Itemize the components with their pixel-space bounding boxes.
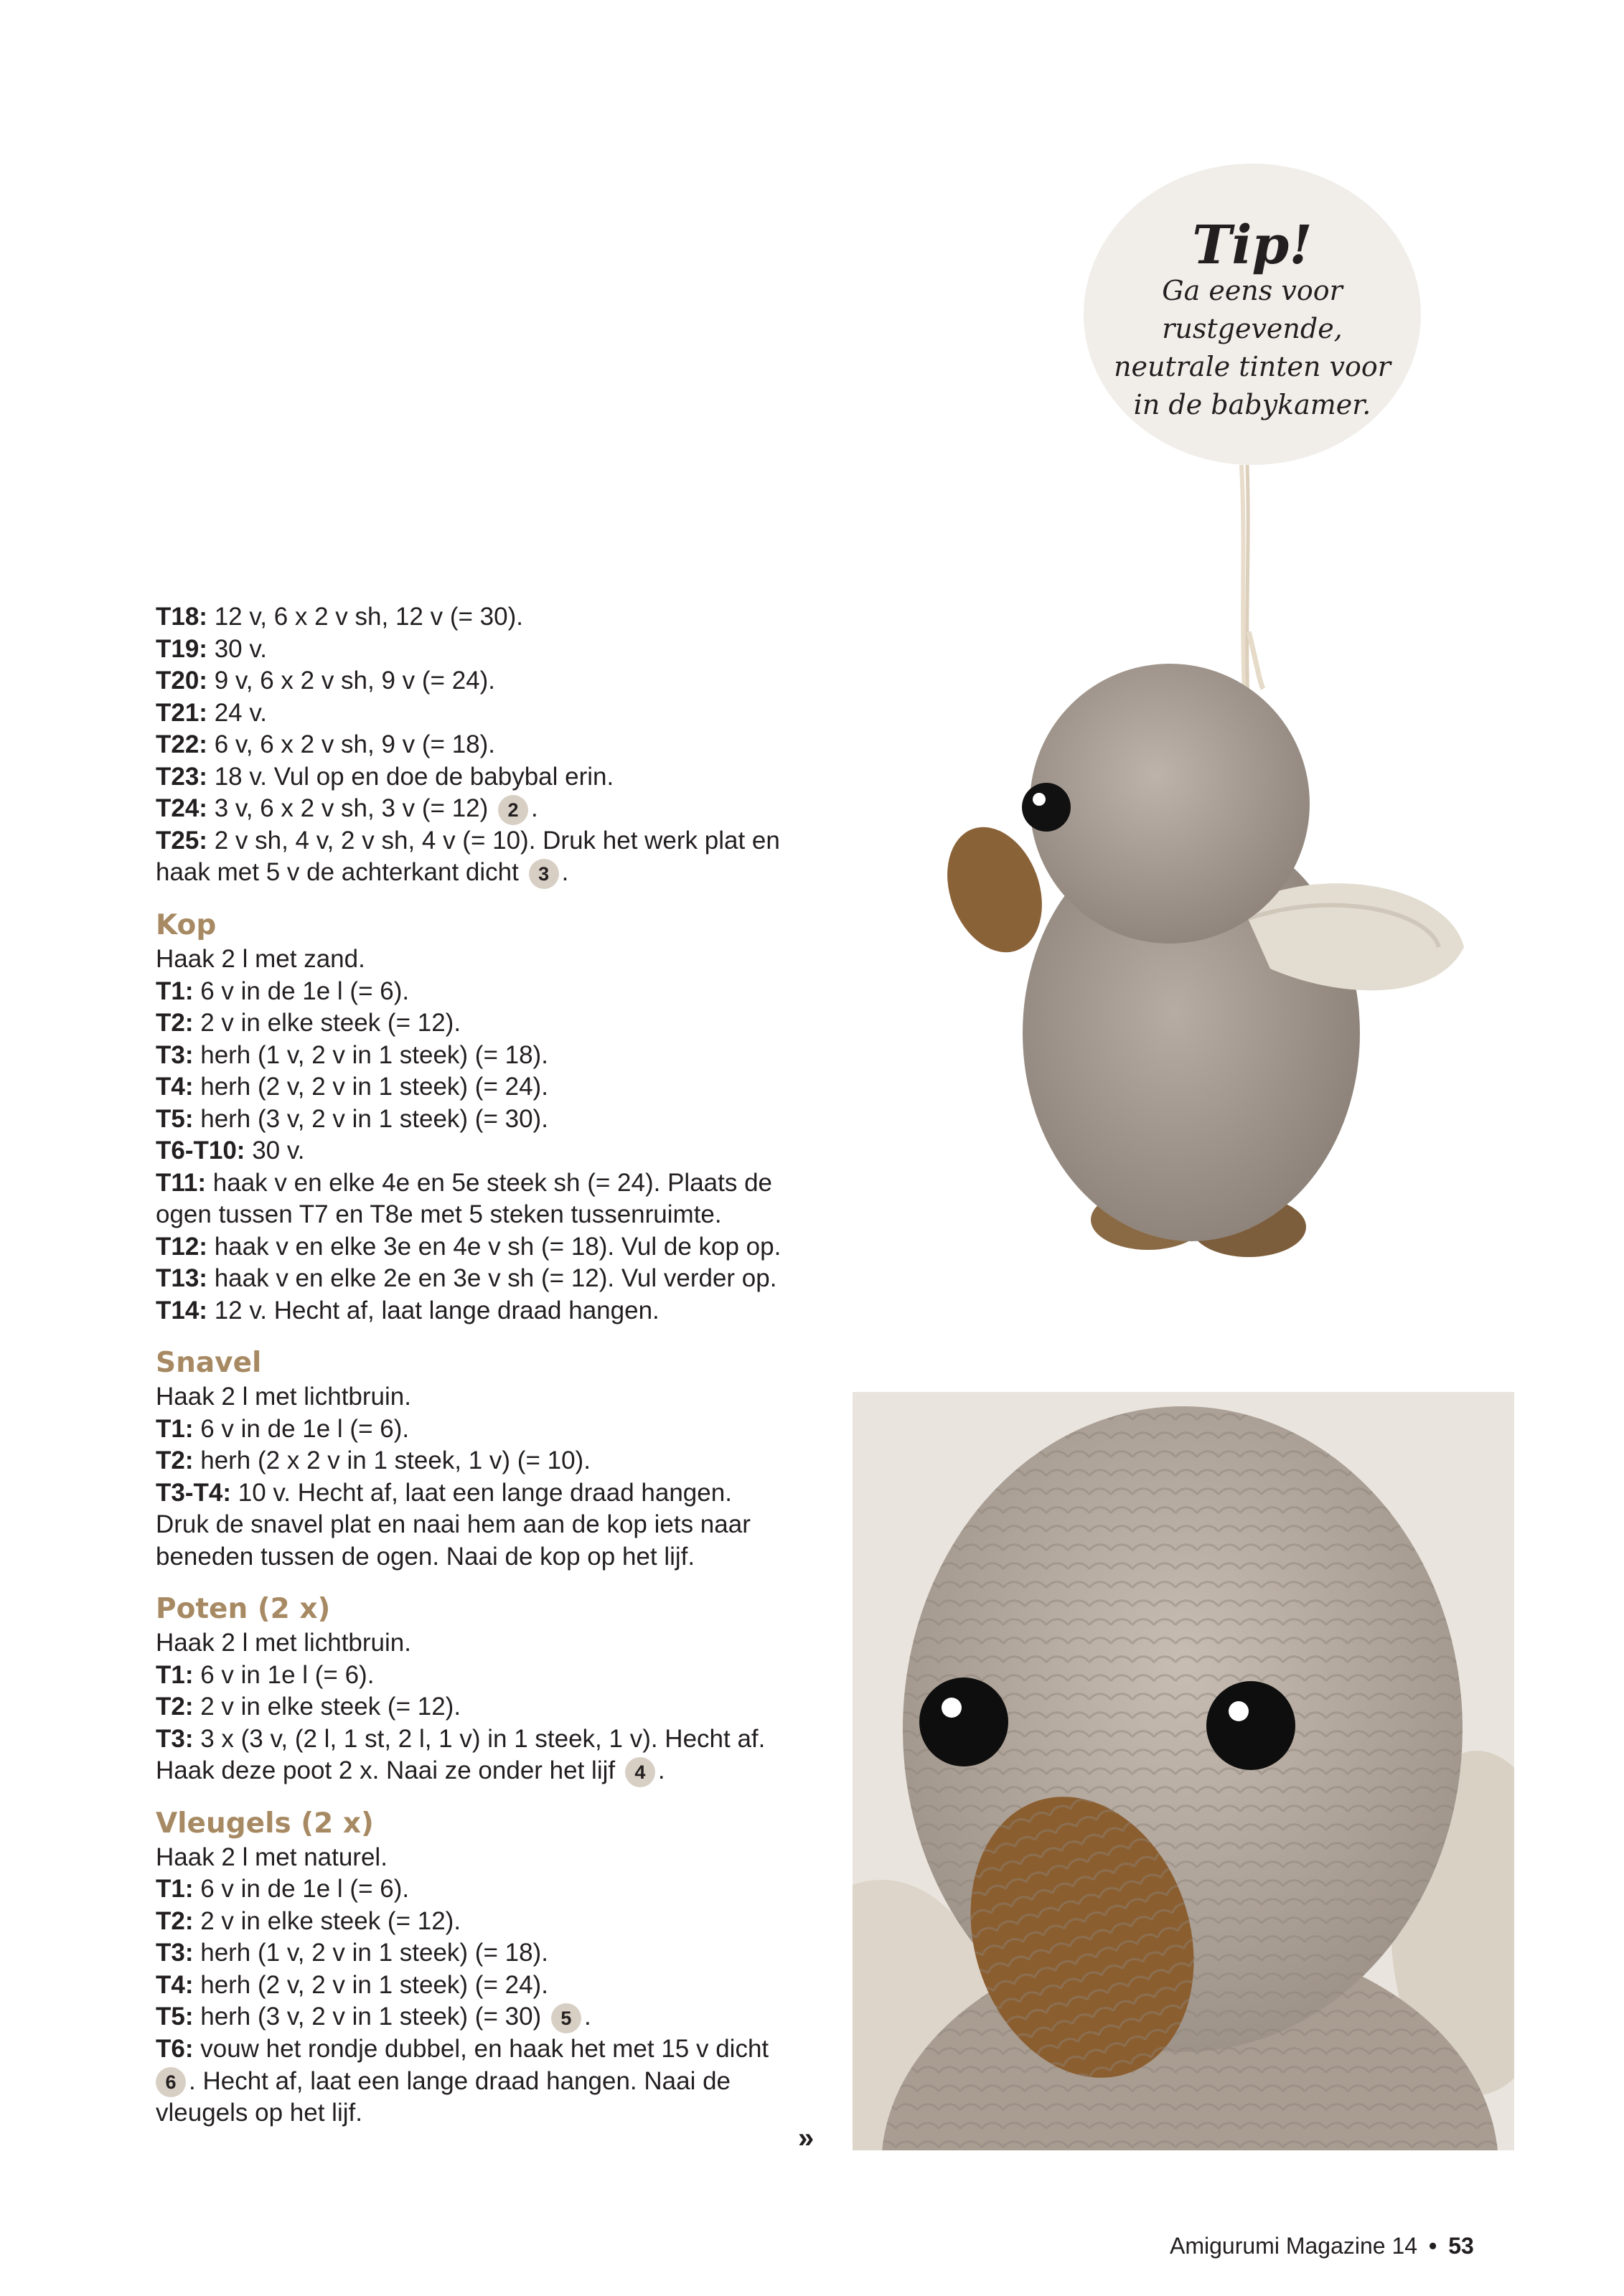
duck-full-photo [933,631,1493,1277]
page-number: 53 [1448,2233,1474,2259]
section-heading-vleugels: Vleugels (2 x) [156,1807,374,1840]
step-badge: 4 [625,1757,655,1787]
pattern-text-column: T18: 12 v, 6 x 2 v sh, 12 v (= 30). T19: 30 v. T20: 9 v, 6 x 2 v sh, 9 v (= 24). T21: 24 v. T22: 6 v, 6 x 2 v sh, 9 v (= 18). T23: 18 v. Vul op en doe de babybal erin. T24: 3 v, 6 x 2 v sh, 3 v (= 12) 2 . T25: 2 v sh, 4 v, 2 v sh, 4 v (= 10). Druk het werk plat en haak met 5 v de achterkant dicht 3 . Kop Haak 2 l met zand. T1: 6 v in de 1e l (= 6). T2: 2 v in elke steek (= 12). T3: herh (1 v, 2 v in 1 steek) (= 18). T4: herh (2 v, 2 v in 1 steek) (= 24). T5: herh (3 v, 2 v in 1 steek) (= 30). T6-T10: 30 v. T11: haak v en elke 4e en 5e steek sh (= 24). Plaats de ogen tussen T7 en T8e met 5 steken tussenruimte. T12: haak v en elke 3e en 4e v sh (= 18). Vul de kop op. T13: haak v en elke 2e en 3e v sh (= 12). Vul verder op. T14: 12 v. Hecht af, laat lange draad hangen. Snavel Haak 2 l met lichtbruin. T1: 6 v in de 1e l (= 6). T2: herh (2 x 2 v in 1 steek, 1 v) (= 10). T3-T4: 10 v. Hecht af, laat een lange draad hangen. Druk de snavel plat en naai hem aan de kop iets naar beneden tussen de ogen. Naai de kop op het lijf. Poten (2 x) Haak 2 l met lichtbruin. T1: 6 v in 1e l (= 6). T2: 2 v in elke steek (= 12). T3: 3 x (3 v, (2 l, 1 st, 2 l, 1 v) in 1 steek, 1 v). Hecht af. Haak deze poot 2 x. Naai ze onder het lijf 4 . Vleugels (2 x) Haak 2 l met naturel. T1: 6 v in de 1e l (= 6). T2: 2 v in elke steek (= 12). T3: herh (1 v, 2 v in 1 steek) (= 18). T4: herh (2 v, 2 v in 1 steek) (= 24). T5: herh (3 v, 2 v in 1 steek) (= 30) 5 . T6: vouw het rondje dubbel, en haak het met 15 v dicht 6 . Hecht af, laat een lange draad hangen. Naai de vleugels op het lijf. [156,601,830,2130]
tip-line: rustgevende, [1162,313,1343,344]
step-badge: 5 [551,2003,581,2033]
section-heading-snavel: Snavel [156,1347,262,1379]
tip-title: Tip! [1192,215,1313,276]
continue-arrow: » [798,2122,815,2154]
section-heading-poten: Poten (2 x) [156,1593,331,1625]
magazine-name: Amigurumi Magazine 14 [1170,2233,1418,2259]
tip-line: neutrale tinten voor [1114,351,1391,382]
duck-head-closeup-photo [853,1392,1514,2150]
tip-line: Ga eens voor [1162,275,1343,306]
step-badge: 2 [498,795,528,825]
footer-separator: • [1429,2233,1437,2259]
tip-bubble [1084,164,1421,465]
tip-line: in de babykamer. [1133,389,1371,420]
step-badge: 3 [529,859,559,889]
page-footer [1170,2233,1474,2259]
step-badge: 6 [156,2067,186,2097]
section-heading-kop: Kop [156,909,217,941]
